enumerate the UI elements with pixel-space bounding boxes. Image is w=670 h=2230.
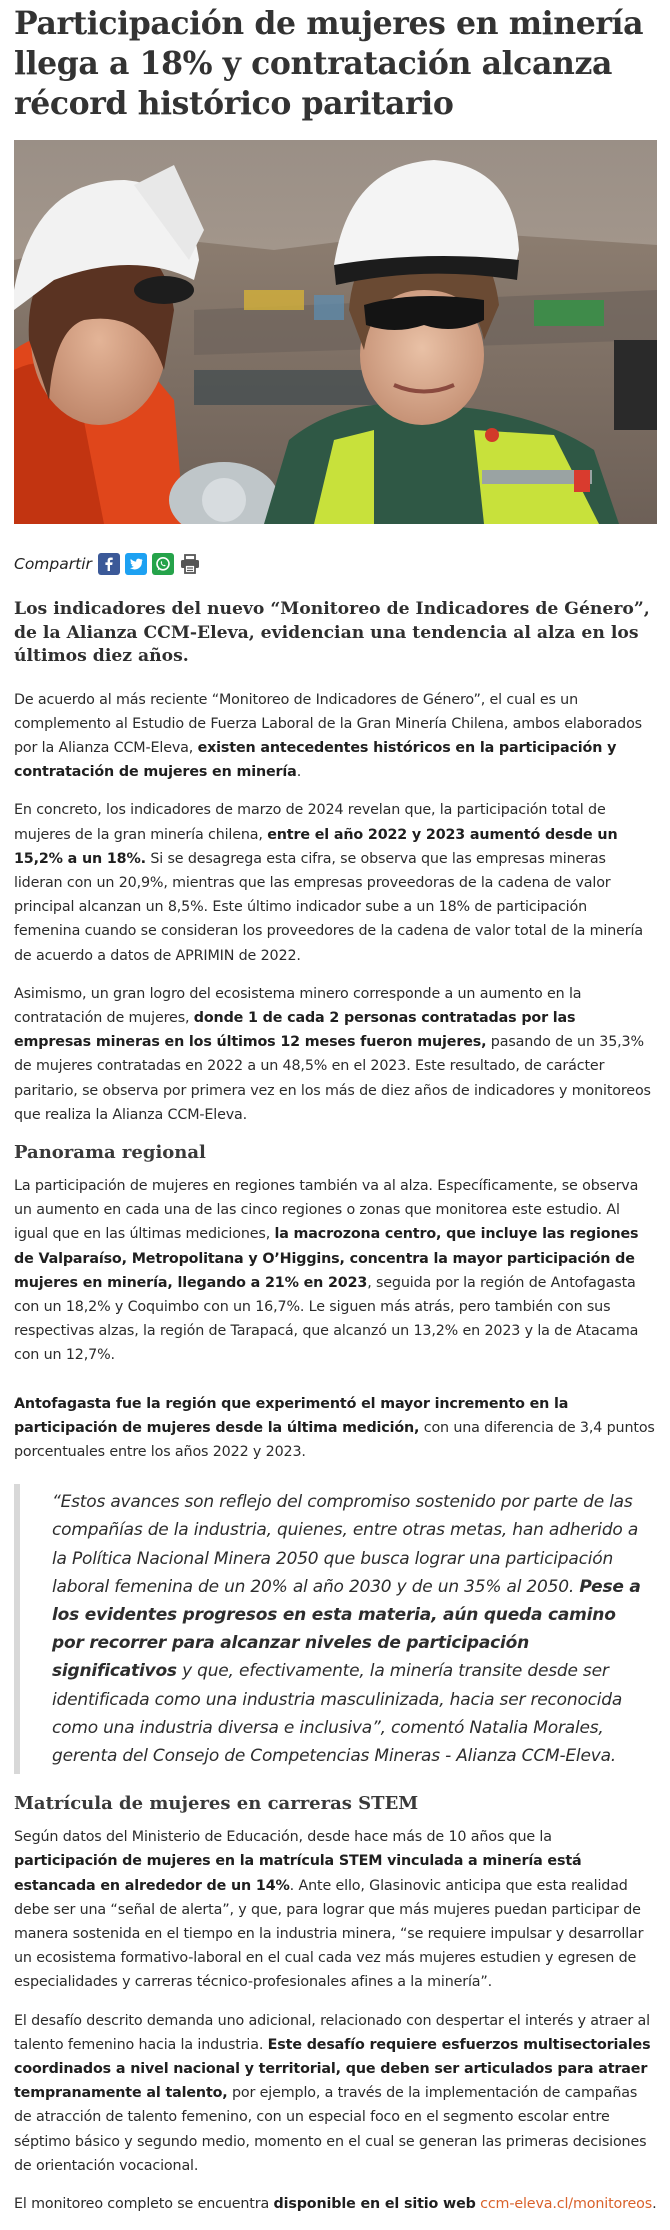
- heading-regional: Panorama regional: [14, 1141, 206, 1163]
- paragraph-stem: Según datos del Ministerio de Educación, desde hace más de 10 años que la participación de mujeres en la matrícula STEM vinculada a minería está estancada en alrededor de un 14%. Ante ello, Glasinovic anticipa que esta realidad debe ser una “señal de alerta”, y que, para lograr que más mujeres puedan participar de manera sostenida en el tiempo en la industria minera, “se requiere impulsar y desarrollar un ecosistema formativo-laboral en el cual cada vez más mujeres estudien y egresen de especialidades y carreras técnico-profesionales afines a la minería”.: [14, 1829, 644, 1991]
- pull-quote: “Estos avances son reflejo del compromiso sostenido por parte de las compañías de la industria, quienes, entre otras metas, han adherido a la Política Nacional Minera 2050 que busca lograr una participación laboral femenina de un 20% al año 2030 y de un 35% al 2050. Pese a los evidentes progresos en esta materia, aún queda camino por recorrer para alcanzar niveles de participación significativos y que, efectivamente, la minería transite desde ser identificada como una industria masculinizada, hacia ser reconocida como una industria diversa e inclusiva”, comentó Natalia Morales, gerenta del Consejo de Competencias Mineras - Alianza CCM-Eleva.: [14, 1484, 657, 1774]
- paragraph-closing: El monitoreo completo se encuentra disponible en el sitio web ccm-eleva.cl/monitoreos.: [14, 2196, 657, 2213]
- heading-stem: Matrícula de mujeres en carreras STEM: [14, 1793, 419, 1815]
- article-title: Participación de mujeres en minería llega a 18% y contratación alcanza récord histórico paritario: [14, 5, 644, 122]
- paragraph-participation: En concreto, los indicadores de marzo de 2024 revelan que, la participación total de mujeres de la gran minería chilena, entre el año 2022 y 2023 aumentó desde un 15,2% a un 18%. Si se desagrega esta cifra, se observa que las empresas mineras lideran con un 20,9%, mientras que las empresas proveedoras de la cadena de valor principal alcanzan un 8,5%. Este último indicador sube a un 18% de participación femenina cuando se consideran los proveedores de la cadena de valor total de la minería de acuerdo a datos de APRIMIN de 2022.: [14, 802, 643, 964]
- share-label: Compartir: [14, 555, 92, 573]
- hero-photo: [14, 140, 657, 524]
- whatsapp-icon[interactable]: [152, 553, 174, 575]
- paragraph-antofagasta: Antofagasta fue la región que experimentó el mayor incremento en la participación de mujeres desde la última medición, con una diferencia de 3,4 puntos porcentuales entre los años 2022 y 2023.: [14, 1395, 655, 1460]
- paragraph-challenge: El desafío descrito demanda uno adicional, relacionado con despertar el interés y atraer al talento femenino hacia la industria. Este desafío requiere esfuerzos multisectoriales coordinados a nivel nacional y territorial, que deben ser articulados para atraer tempranamente al talento, por ejemplo, a través de la implementación de campañas de atracción de talento femenino, con un especial foco en el segmento escolar entre séptimo básico y segundo medio, momento en el cual se generan las primeras decisiones de orientación vocacional.: [14, 2012, 651, 2174]
- monitoreos-link[interactable]: ccm-eleva.cl/monitoreos: [480, 2196, 653, 2213]
- print-icon[interactable]: [179, 553, 201, 575]
- share-bar: [14, 551, 206, 577]
- article-lead: Los indicadores del nuevo “Monitoreo de Indicadores de Género”, de la Alianza CCM-Eleva, evidencian una tendencia al alza en los últimos diez años.: [14, 599, 650, 666]
- twitter-icon[interactable]: [125, 553, 147, 575]
- paragraph-hiring: Asimismo, un gran logro del ecosistema minero corresponde a un aumento en la contratación de mujeres, donde 1 de cada 2 personas contratadas por las empresas mineras en los últimos 12 meses fueron mujeres, pasando de un 35,3% de mujeres contratadas en 2022 a un 48,5% en el 2023. Este resultado, de carácter paritario, se observa por primera vez en los más de diez años de indicadores y monitoreos que realiza la Alianza CCM-Eleva.: [14, 985, 651, 1123]
- paragraph-intro: De acuerdo al más reciente “Monitoreo de Indicadores de Género”, el cual es un complemento al Estudio de Fuerza Laboral de la Gran Minería Chilena, ambos elaborados por la Alianza CCM-Eleva, existen antecedentes históricos en la participación y contratación de mujeres en minería.: [14, 691, 642, 781]
- article-body: [14, 598, 657, 2230]
- paragraph-regions: La participación de mujeres en regiones también va al alza. Específicamente, se observa un aumento en cada una de las cinco regiones o zonas que monitorea este estudio. Al igual que en las últimas mediciones, la macrozona centro, que incluye las regiones de Valparaíso, Metropolitana y O’Higgins, concentra la mayor participación de mujeres en minería, llegando a 21% en 2023, seguida por la región de Antofagasta con un 18,2% y Coquimbo con un 16,7%. Le siguen más atrás, pero también con sus respectivas alzas, la región de Tarapacá, que alcanzó un 13,2% en 2023 y la de Atacama con un 12,7%.: [14, 1177, 639, 1364]
- facebook-icon[interactable]: [98, 553, 120, 575]
